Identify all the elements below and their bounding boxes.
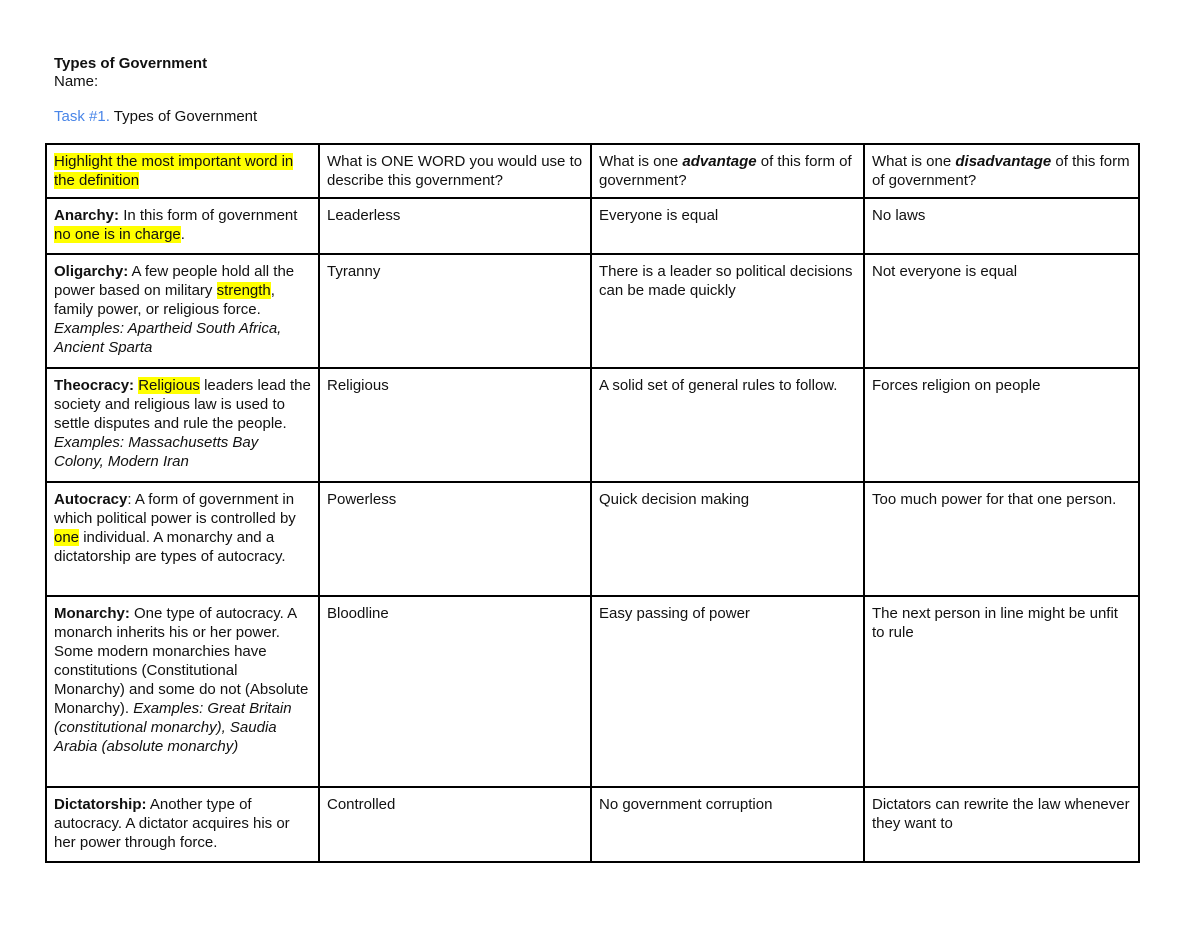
highlighted-word: Religious (138, 377, 200, 394)
header-disadvantage-post: of this form of government? (872, 153, 1130, 189)
definition-text-end: leaders lead the society and religious law is used to settle disputes and rule the people. (54, 377, 311, 432)
disadvantage-cell: No laws (864, 198, 1139, 254)
government-types-table (45, 143, 1140, 863)
header-cell-advantage (591, 144, 864, 198)
term-name: Monarchy: (54, 605, 130, 622)
header-disadvantage-pre: What is one (872, 153, 956, 170)
disadvantage-cell: Too much power for that one person. (864, 482, 1139, 596)
name-label: Name: (54, 73, 99, 90)
table-row (46, 787, 1139, 862)
term-name: Theocracy: (54, 377, 135, 394)
task-title: Types of Government (113, 108, 258, 125)
definition-text: In this form of government (119, 207, 298, 224)
examples-text: Examples: Massachusetts Bay Colony, Modern Iran (54, 434, 259, 470)
task-heading (54, 108, 257, 126)
term-name: Oligarchy: (54, 263, 129, 280)
table-row (46, 254, 1139, 368)
advantage-cell: Easy passing of power (591, 596, 864, 787)
examples-text: Examples: Great Britain (constitutional monarchy), Saudia Arabia (absolute monarchy) (54, 700, 292, 755)
one-word-cell: Controlled (319, 787, 591, 862)
definition-cell (46, 254, 319, 368)
term-name: Dictatorship: (54, 796, 147, 813)
one-word-cell: Religious (319, 368, 591, 482)
definition-text: : A form of government in which political power is controlled by (54, 491, 296, 527)
document-header (54, 55, 257, 126)
advantage-cell: A solid set of general rules to follow. (591, 368, 864, 482)
highlighted-word: strength (216, 282, 271, 299)
definition-cell (46, 198, 319, 254)
table-row (46, 482, 1139, 596)
advantage-cell: No government corruption (591, 787, 864, 862)
advantage-cell: Quick decision making (591, 482, 864, 596)
one-word-cell: Tyranny (319, 254, 591, 368)
definition-text: A few people hold all the power based on military (54, 263, 295, 299)
advantage-cell: There is a leader so political decisions can be made quickly (591, 254, 864, 368)
document-title: Types of Government (54, 55, 208, 72)
term-name: Autocracy (54, 491, 128, 508)
highlighted-word: one (54, 529, 80, 546)
disadvantage-cell: Not everyone is equal (864, 254, 1139, 368)
header-one-word-text: What is ONE WORD you would use to describe this government? (327, 153, 583, 189)
header-disadvantage-em: disadvantage (955, 153, 1052, 170)
header-advantage-em: advantage (682, 153, 757, 170)
one-word-cell: Leaderless (319, 198, 591, 254)
definition-cell (46, 596, 319, 787)
definition-text-end: , family power, or religious force. (54, 282, 275, 318)
table-row (46, 198, 1139, 254)
disadvantage-cell: Forces religion on people (864, 368, 1139, 482)
one-word-cell: Powerless (319, 482, 591, 596)
definition-cell (46, 482, 319, 596)
definition-text-end: individual. A monarchy and a dictatorship are types of autocracy. (54, 529, 286, 565)
header-cell-definition (46, 144, 319, 198)
header-advantage-pre: What is one (599, 153, 683, 170)
definition-text: Another type of autocracy. A dictator acquires his or her power through force. (54, 796, 290, 851)
term-name: Anarchy: (54, 207, 120, 224)
highlighted-word: no one is in charge (54, 226, 181, 243)
header-cell-disadvantage (864, 144, 1139, 198)
header-definition-text: Highlight the most important word in the definition (54, 153, 294, 189)
definition-text: One type of autocracy. A monarch inherits his or her power. Some modern monarchies have constitutions (Constitutional Monarchy) and some do not (Absolute Monarchy). (54, 605, 309, 717)
disadvantage-cell: Dictators can rewrite the law whenever they want to (864, 787, 1139, 862)
disadvantage-cell: The next person in line might be unfit to rule (864, 596, 1139, 787)
definition-text-end: . (180, 226, 185, 243)
header-advantage-post: of this form of government? (599, 153, 852, 189)
definition-cell (46, 368, 319, 482)
advantage-cell: Everyone is equal (591, 198, 864, 254)
table-header-row (46, 144, 1139, 198)
examples-text: Examples: Apartheid South Africa, Ancient Sparta (54, 320, 282, 356)
task-number: Task #1. (54, 108, 110, 125)
definition-cell (46, 787, 319, 862)
table-row (46, 596, 1139, 787)
one-word-cell: Bloodline (319, 596, 591, 787)
table-row (46, 368, 1139, 482)
header-cell-one-word (319, 144, 591, 198)
